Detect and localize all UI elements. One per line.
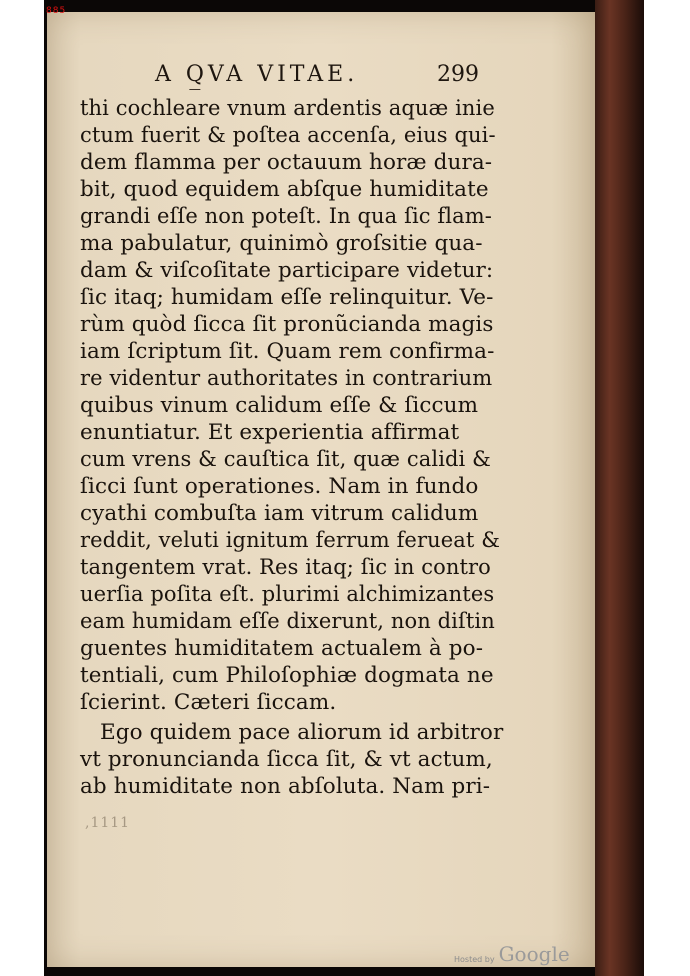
text-line: uerſia poſita eſt. plurimi alchimizantes	[80, 582, 495, 606]
text-line: dam & viſcoſitate participare videtur:	[80, 258, 494, 283]
text-line: bit, quod equidem abſque humiditate	[80, 177, 489, 202]
text-line: iam ſcriptum ſit. Quam rem confirma-	[80, 339, 495, 364]
text-line: re videntur authoritates in contrarium	[80, 366, 493, 390]
text-line: tentiali, cum Philoſophiæ dogmata ne	[80, 663, 494, 688]
text-line: guentes humiditatem actualem à po-	[80, 636, 484, 661]
page-number: 299	[437, 62, 479, 87]
text-line: enuntiatur. Et experientia affirmat	[80, 420, 460, 445]
text-line: thi cochleare vnum ardentis aquæ inie	[80, 96, 495, 120]
hosted-by-watermark	[454, 944, 570, 964]
hosted-label: Hosted by	[454, 955, 495, 964]
text-line: quibus vinum calidum eſſe & ſiccum	[80, 393, 479, 418]
text-line: eam humidam eſſe dixerunt, non diſtin	[80, 609, 495, 633]
text-line: ſicci ſunt operationes. Nam in fundo	[80, 474, 479, 499]
text-line: rùm quòd ſicca ſit pronũcianda magis	[80, 312, 494, 337]
text-line: dem flamma per octauum horæ dura-	[80, 150, 493, 175]
text-line: Ego quidem pace aliorum id arbitror	[100, 720, 504, 745]
stray-ink-mark: ,1111	[85, 815, 131, 831]
scan-corner-mark: 885	[46, 6, 67, 16]
text-line: tangentem vrat. Res itaq; ſic in contro	[80, 555, 491, 579]
text-line: grandi eſſe non poteſt. In qua ſic flam-	[80, 204, 492, 228]
google-logo: Google	[498, 942, 570, 966]
text-line: vt pronuncianda ſicca ſit, & vt actum,	[80, 747, 493, 772]
text-line: ab humiditate non abſoluta. Nam pri-	[80, 774, 491, 799]
text-line: ctum fuerit & poſtea accenſa, eius qui-	[80, 123, 496, 147]
text-line: ſic itaq; humidam eſſe relinquitur. Ve-	[80, 285, 494, 310]
text-line: cyathi combuſta iam vitrum calidum	[80, 501, 479, 526]
book-binding-edge	[595, 0, 644, 976]
text-line: cum vrens & cauſtica ſit, quæ calidi &	[80, 447, 491, 471]
text-line: ſcierint. Cæteri ſiccam.	[80, 690, 337, 715]
running-head: A Q̲VA VITAE.	[155, 62, 359, 87]
text-line: ma pabulatur, quinimò groſsitie qua-	[80, 231, 483, 256]
text-line: reddit, veluti ignitum ferrum ferueat &	[80, 528, 500, 552]
